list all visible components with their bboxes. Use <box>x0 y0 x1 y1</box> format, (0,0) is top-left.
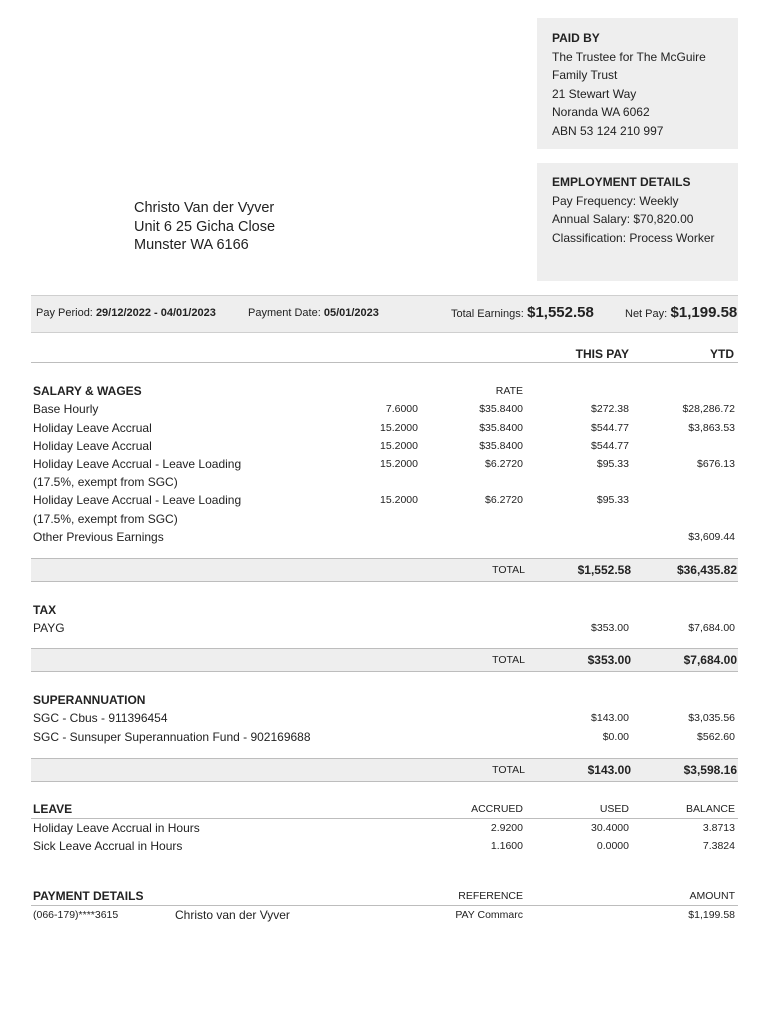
pay-period-value: 29/12/2022 - 04/01/2023 <box>95 307 216 319</box>
row-used: 0.0000 <box>596 840 629 852</box>
table-row <box>33 493 738 511</box>
tax-heading-row <box>33 603 738 621</box>
row-balance: 3.8713 <box>702 822 735 834</box>
row-description: Holiday Leave Accrual in Hours <box>33 821 200 835</box>
reference-header: REFERENCE <box>458 890 523 902</box>
row-ytd: $3,863.53 <box>688 422 735 434</box>
accrued-header: ACCRUED <box>471 803 523 815</box>
row-description-note: (17.5%, exempt from SGC) <box>33 475 178 489</box>
super-heading: SUPERANNUATION <box>33 693 146 707</box>
row-rate: $35.8400 <box>479 440 523 452</box>
table-row <box>33 821 738 839</box>
annual-salary: Annual Salary: $70,820.00 <box>552 212 694 226</box>
row-quantity: 15.2000 <box>380 440 418 452</box>
row-quantity: 15.2000 <box>380 458 418 470</box>
employment-heading: EMPLOYMENT DETAILS <box>552 175 691 189</box>
row-rate: $6.2720 <box>485 494 523 506</box>
table-row <box>33 839 738 857</box>
paid-by-line: 21 Stewart Way <box>552 86 637 101</box>
table-row <box>33 711 738 729</box>
row-description: Sick Leave Accrual in Hours <box>33 839 183 853</box>
net-pay-label: Net Pay: <box>625 308 668 320</box>
row-rate: $6.2720 <box>485 458 523 470</box>
row-accrued: 1.1600 <box>490 840 523 852</box>
payment-row <box>33 908 738 926</box>
paid-by-heading: PAID BY <box>552 31 600 45</box>
tax-total-ytd: $7,684.00 <box>683 653 737 667</box>
row-quantity: 15.2000 <box>380 422 418 434</box>
payment-date-label: Payment Date: <box>248 307 321 319</box>
total-earnings <box>451 304 594 321</box>
rate-header: RATE <box>495 385 523 397</box>
tax-total-band <box>31 648 738 672</box>
table-row <box>33 421 738 439</box>
bank-account: (066-179)****3615 <box>33 909 119 921</box>
super-total-this-pay: $143.00 <box>587 763 631 777</box>
this-pay-header: THIS PAY <box>575 347 629 361</box>
balance-header: BALANCE <box>685 803 735 815</box>
row-accrued: 2.9200 <box>490 822 523 834</box>
table-row <box>33 530 738 548</box>
row-ytd: $28,286.72 <box>682 403 735 415</box>
row-rate: $35.8400 <box>479 403 523 415</box>
row-this-pay: $272.38 <box>591 403 629 415</box>
pay-frequency: Pay Frequency: Weekly <box>552 193 679 208</box>
tax-total-this-pay: $353.00 <box>587 653 631 667</box>
account-name: Christo van der Vyver <box>175 908 290 922</box>
table-row <box>33 457 738 475</box>
payment-amount: $1,199.58 <box>688 909 735 921</box>
paid-by-line: Noranda WA 6062 <box>552 105 650 119</box>
row-description: Holiday Leave Accrual <box>33 439 152 453</box>
total-label: TOTAL <box>492 764 525 776</box>
salary-total-band <box>31 558 738 582</box>
row-description: Holiday Leave Accrual <box>33 421 152 435</box>
paid-by-box <box>537 18 738 149</box>
pay-period <box>36 307 216 319</box>
row-this-pay: $353.00 <box>591 622 629 634</box>
super-total-band <box>31 758 738 782</box>
total-label: TOTAL <box>492 654 525 666</box>
total-earnings-value: $1,552.58 <box>527 304 594 321</box>
employee-street: Unit 6 25 Gicha Close <box>134 218 276 235</box>
ytd-header: YTD <box>710 347 734 361</box>
payment-reference: PAY Commarc <box>455 909 523 921</box>
paid-by-line: The Trustee for The McGuire <box>552 49 706 64</box>
table-row <box>33 402 738 420</box>
row-description: PAYG <box>33 621 65 635</box>
row-description: SGC - Cbus - 911396454 <box>33 711 168 725</box>
row-ytd: $3,609.44 <box>688 531 735 543</box>
salary-heading-row <box>33 384 738 402</box>
salary-total-ytd: $36,435.82 <box>676 563 737 577</box>
row-quantity: 7.6000 <box>385 403 418 415</box>
row-description-note: (17.5%, exempt from SGC) <box>33 512 178 526</box>
tax-heading: TAX <box>33 603 57 617</box>
row-ytd: $562.60 <box>697 731 735 743</box>
employee-name: Christo Van der Vyver <box>134 200 275 216</box>
row-this-pay: $544.77 <box>591 440 629 452</box>
payment-heading: PAYMENT DETAILS <box>33 889 144 903</box>
net-pay <box>625 304 737 321</box>
row-this-pay: $143.00 <box>591 712 629 724</box>
net-pay-value: $1,199.58 <box>670 304 738 321</box>
pay-summary-band <box>31 295 738 333</box>
row-description: Holiday Leave Accrual - Leave Loading <box>33 457 242 471</box>
salary-total-this-pay: $1,552.58 <box>577 563 631 577</box>
row-description: Base Hourly <box>33 402 99 416</box>
row-used: 30.4000 <box>591 822 629 834</box>
row-ytd: $3,035.56 <box>688 712 735 724</box>
paid-by-abn: ABN 53 124 210 997 <box>552 123 664 138</box>
row-description: Other Previous Earnings <box>33 530 164 544</box>
total-label: TOTAL <box>492 564 525 576</box>
paid-by-line: Family Trust <box>552 68 618 82</box>
row-this-pay: $0.00 <box>602 731 629 743</box>
divider <box>31 362 738 363</box>
employee-suburb: Munster WA 6166 <box>134 237 249 253</box>
table-row <box>33 439 738 457</box>
amount-header: AMOUNT <box>689 890 735 902</box>
payment-date <box>248 307 379 319</box>
row-balance: 7.3824 <box>702 840 735 852</box>
row-description: SGC - Sunsuper Superannuation Fund - 902169688 <box>33 730 311 744</box>
divider <box>31 905 738 906</box>
row-description: Holiday Leave Accrual - Leave Loading <box>33 493 242 507</box>
pay-period-label: Pay Period: <box>36 307 93 319</box>
table-row <box>33 621 738 639</box>
leave-heading: LEAVE <box>33 802 73 816</box>
row-ytd: $676.13 <box>697 458 735 470</box>
used-header: USED <box>599 803 629 815</box>
super-total-ytd: $3,598.16 <box>683 763 737 777</box>
row-quantity: 15.2000 <box>380 494 418 506</box>
employment-details-box <box>537 163 738 281</box>
total-earnings-label: Total Earnings: <box>451 308 524 320</box>
row-ytd: $7,684.00 <box>688 622 735 634</box>
classification: Classification: Process Worker <box>552 230 715 245</box>
row-this-pay: $95.33 <box>596 494 629 506</box>
table-row-continuation <box>33 475 738 493</box>
super-heading-row <box>33 693 738 711</box>
employee-address <box>134 199 275 255</box>
row-this-pay: $95.33 <box>596 458 629 470</box>
payment-date-value: 05/01/2023 <box>323 307 379 319</box>
row-this-pay: $544.77 <box>591 422 629 434</box>
divider <box>31 818 738 819</box>
table-row-continuation <box>33 512 738 530</box>
salary-heading: SALARY & WAGES <box>33 384 142 398</box>
row-rate: $35.8400 <box>479 422 523 434</box>
table-row <box>33 730 738 748</box>
